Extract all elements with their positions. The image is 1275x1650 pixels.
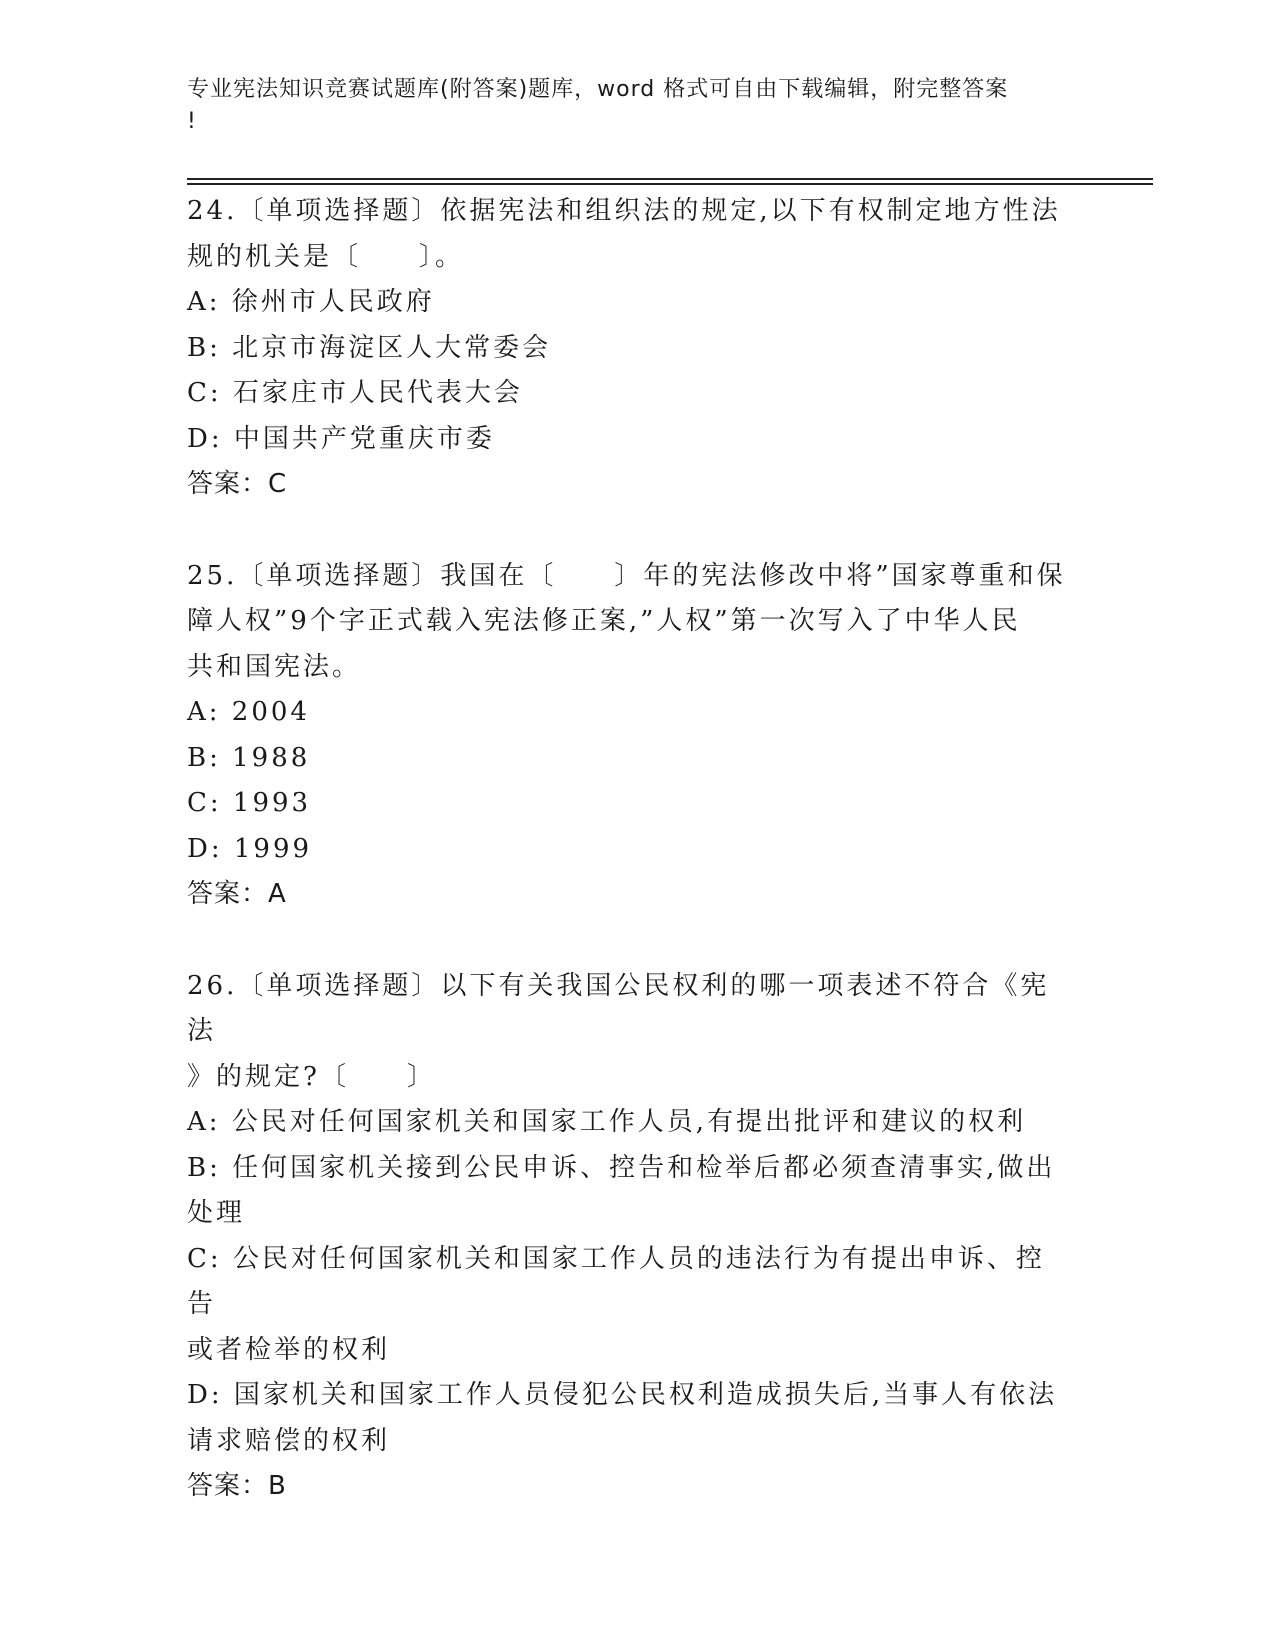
question-stem-line: 》的规定?〔 〕 bbox=[187, 1061, 436, 1092]
question-stem-line: 26.〔单项选择题〕以下有关我国公民权利的哪一项表述不符合《宪法 bbox=[187, 970, 1050, 1046]
question-24 bbox=[187, 189, 1067, 508]
answer-label: 答案：B bbox=[187, 1471, 287, 1501]
option-d: D: 1999 bbox=[187, 833, 313, 864]
option-b: B: 任何国家机关接到公民申诉、控告和检举后都必须查清事实,做出 bbox=[187, 1152, 1056, 1183]
option-c: C: 石家庄市人民代表大会 bbox=[187, 378, 523, 408]
header-line: ! bbox=[187, 109, 197, 134]
question-stem-line: 障人权”9个字正式载入宪法修正案,”人权”第一次写入了中华人民 bbox=[187, 606, 1021, 636]
option-d: D: 国家机关和国家工作人员侵犯公民权利造成损失后,当事人有依法 bbox=[187, 1380, 1058, 1410]
question-stem-line: 规的机关是〔 〕。 bbox=[187, 241, 465, 272]
option-b: B: 北京市海淀区人大常委会 bbox=[187, 332, 552, 363]
question-stem-line: 25.〔单项选择题〕我国在〔 〕年的宪法修改中将”国家尊重和保 bbox=[187, 560, 1066, 591]
header-divider bbox=[187, 183, 1153, 185]
question-stem-line: 24.〔单项选择题〕依据宪法和组织法的规定,以下有权制定地方性法 bbox=[187, 196, 1061, 226]
option-c: C: 公民对任何国家机关和国家工作人员的违法行为有提出申诉、控告 bbox=[187, 1243, 1045, 1319]
option-c: C: 1993 bbox=[187, 788, 312, 818]
option-d: D: 中国共产党重庆市委 bbox=[187, 423, 495, 454]
question-26 bbox=[187, 964, 1067, 1510]
option-b: B: 1988 bbox=[187, 742, 311, 773]
option-a: A: 2004 bbox=[187, 697, 310, 727]
question-list bbox=[187, 189, 1067, 1556]
header-divider bbox=[187, 178, 1153, 180]
option-a: A: 徐州市人民政府 bbox=[187, 287, 435, 317]
option-c-continued: 或者检举的权利 bbox=[187, 1334, 391, 1365]
document-header bbox=[187, 74, 1087, 138]
answer-label: 答案：C bbox=[187, 469, 288, 499]
question-stem-line: 共和国宪法。 bbox=[187, 651, 362, 682]
header-line: 专业宪法知识竞赛试题库(附答案)题库，word 格式可自由下载编辑，附完整答案 bbox=[187, 77, 1009, 102]
answer-label: 答案：A bbox=[187, 879, 287, 909]
question-25 bbox=[187, 554, 1067, 918]
option-b-continued: 处理 bbox=[187, 1198, 246, 1228]
option-a: A: 公民对任何国家机关和国家工作人员,有提出批评和建议的权利 bbox=[187, 1107, 1027, 1137]
option-d-continued: 请求赔偿的权利 bbox=[187, 1425, 391, 1456]
